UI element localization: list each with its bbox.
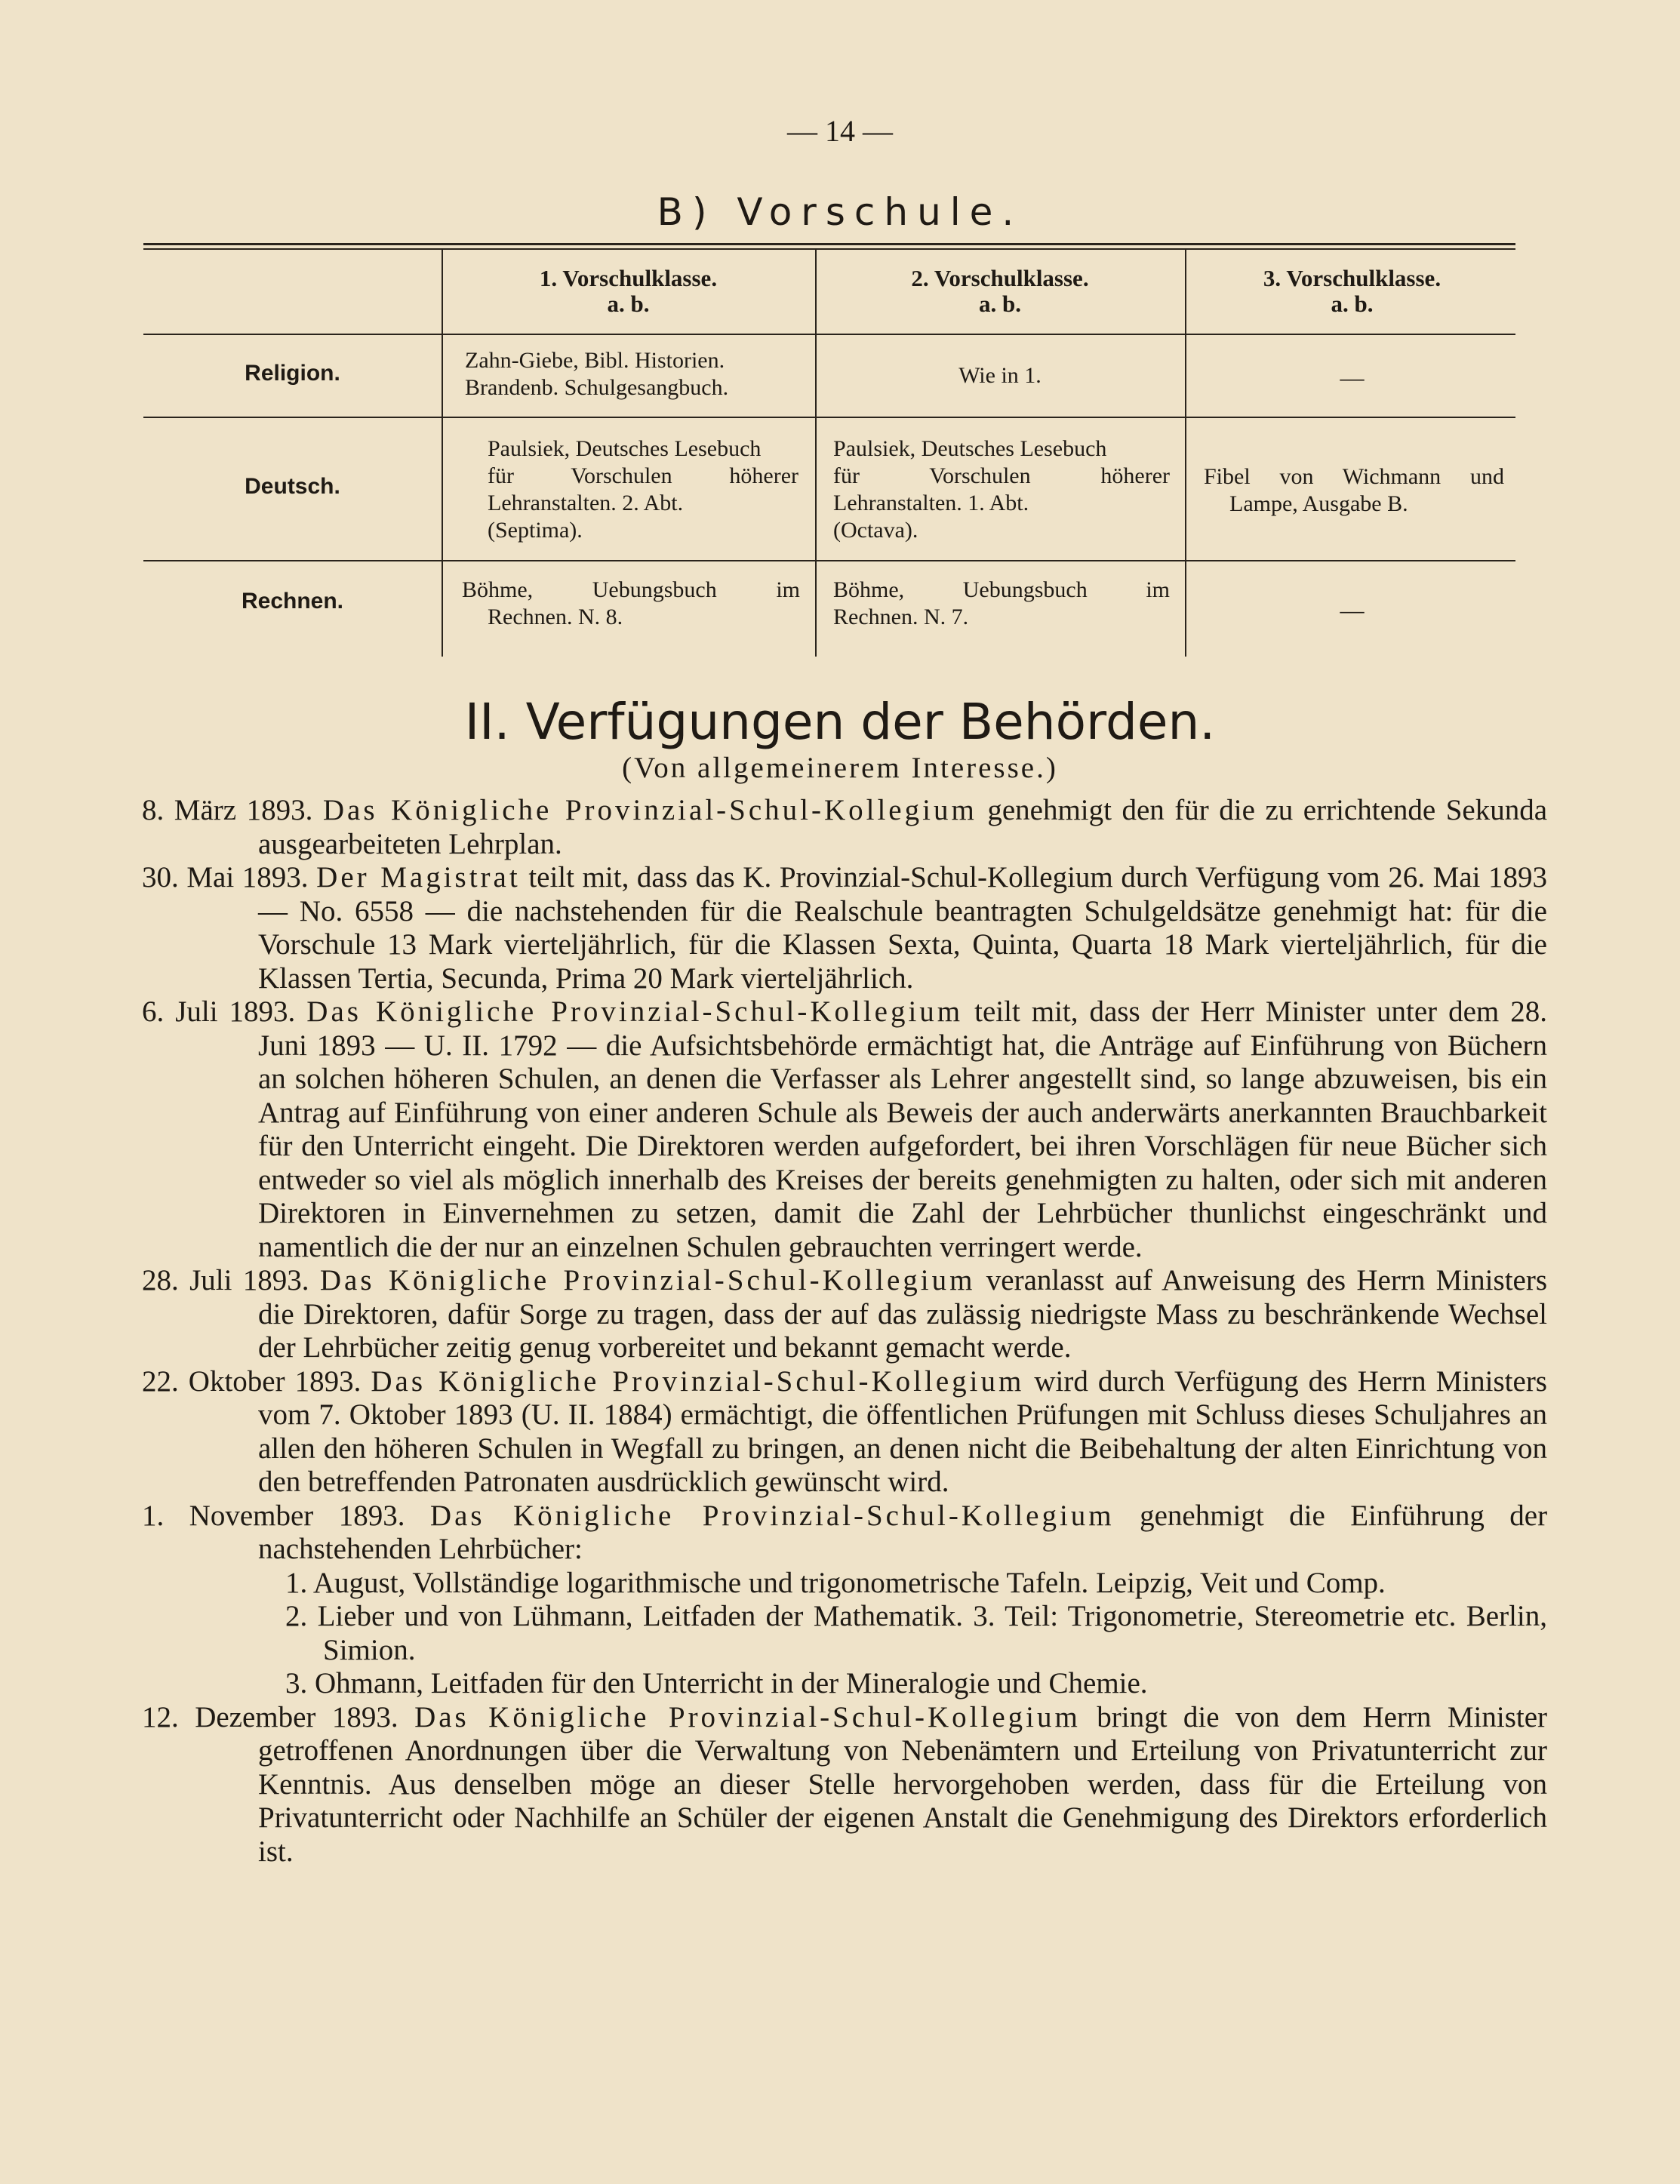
- cell-rechnen-3: —: [1340, 596, 1365, 623]
- cell-line: Paulsiek, Deutsches Lesebuch: [488, 436, 762, 461]
- cell-religion-3: —: [1340, 364, 1365, 391]
- decree-date: 1. November 1893.: [142, 1499, 405, 1532]
- table-column-rule-2: [815, 249, 817, 657]
- main-subtitle: (Von allgemeinerem Interesse.): [622, 752, 1058, 784]
- decree-authority: Das Königliche Provinzial-Schul-Kollegium: [429, 1499, 1115, 1532]
- cell-line: (Octava).: [833, 518, 918, 543]
- cell-line: Lehranstalten. 2. Abt.: [488, 491, 684, 515]
- cell-rechnen-1: [462, 577, 800, 631]
- cell-rechnen-2: [833, 577, 1170, 631]
- column-header-2-ab: a. b.: [979, 291, 1021, 317]
- cell-line: Böhme, Uebungsbuch im: [462, 577, 800, 602]
- decree-entry: [142, 1500, 1547, 1567]
- row-subject-religion: Religion.: [245, 361, 340, 386]
- table-column-rule-1: [442, 249, 443, 657]
- decree-date: 12. Dezember 1893.: [142, 1700, 398, 1733]
- section-title: B) Vorschule.: [657, 190, 1023, 234]
- decree-text: veranlasst auf Anweisung des Herrn Ministers die Direktoren, dafür Sorge zu tragen, dass der auf das zulässig niedrigste Mass zu beschränkende Wechsel der Lehrbücher zeitig genug vorbereitet und bekannt gemacht werde.: [258, 1264, 1547, 1364]
- decree-entry: [142, 995, 1547, 1264]
- cell-line: Rechnen. N. 8.: [488, 604, 623, 629]
- decree-text: genehmigt den für die zu errichtende Sekunda ausgearbeiteten Lehrplan.: [258, 794, 1548, 860]
- cell-line: für Vorschulen höherer: [488, 463, 798, 488]
- column-header-1: [445, 266, 811, 317]
- decree-entry: [142, 1264, 1547, 1365]
- cell-deutsch-1: [488, 435, 798, 544]
- column-header-2: [819, 266, 1181, 317]
- decree-authority: Das Königliche Provinzial-Schul-Kollegium: [414, 1700, 1081, 1733]
- cell-line: (Septima).: [488, 518, 583, 543]
- column-header-1-ab: a. b.: [607, 291, 650, 317]
- cell-religion-2: [819, 362, 1181, 389]
- table-column-rule-3: [1185, 249, 1186, 657]
- book-list-item: 2. Lieber und von Lühmann, Leitfaden der Mathematik. 3. Teil: Trigonometrie, Stereometrie etc. Berlin, Simion.: [285, 1600, 1547, 1666]
- decree-authority: Der Magistrat: [316, 861, 521, 894]
- decree-authority: Das Königliche Provinzial-Schul-Kollegium: [319, 1264, 976, 1297]
- column-header-1-title: 1. Vorschulklasse.: [539, 265, 718, 291]
- decree-text: genehmigt die Einführung der nachstehenden Lehrbücher:: [258, 1499, 1548, 1565]
- cell-line: Lampe, Ausgabe B.: [1229, 491, 1408, 516]
- book-list-item: 3. Ohmann, Leitfaden für den Unterricht in der Mineralogie und Chemie.: [285, 1667, 1148, 1700]
- decree-date: 8. März 1893.: [142, 794, 313, 826]
- decree-authority: Das Königliche Provinzial-Schul-Kollegium: [306, 995, 964, 1028]
- table-top-rule: [143, 243, 1515, 245]
- decree-authority: Das Königliche Provinzial-Schul-Kollegium: [322, 794, 977, 826]
- decree-text: teilt mit, dass das K. Provinzial-Schul-Kollegium durch Verfügung vom 26. Mai 1893 — No. 6558 — die nachstehenden für die Realschule beantragten Schulgeldsätze genehmigt hat: für die Vorschule 13 Mark vierteljährlich, für die Klassen Sexta, Quinta, Quarta 18 Mark vierteljährlich, für die Klassen Tertia, Secunda, Prima 20 Mark vierteljährlich.: [258, 861, 1548, 995]
- cell-line: für Vorschulen höherer: [833, 463, 1170, 488]
- decree-text: teilt mit, dass der Herr Minister unter dem 28. Juni 1893 — U. II. 1792 — die Aufsichtsbehörde ermächtigt hat, die Anträge auf Einführung von Büchern an solchen höheren Schulen, an denen die Verfasser als Lehrer angestellt sind, so lange abzuweisen, bis ein Antrag auf Einführung von einer anderen Schule als Beweis der auch anderwärts anerkannten Brauchbarkeit für den Unterricht eingeht. Die Direktoren werden aufgefordert, bei ihren Vorschlägen für neue Bücher sich entweder so viel als möglich innerhalb des Kreises der bereits genehmigten zu halten, oder sich mit anderen Direktoren in Einvernehmen zu setzen, damit die Zahl der Lehrbücher thunlichst eingeschränkt und namentlich die der nur an einzelnen Schulen gebrauchten verringert werde.: [258, 995, 1547, 1263]
- decree-entry: [142, 794, 1547, 861]
- cell-line: Zahn-Giebe, Bibl. Historien.: [465, 348, 725, 373]
- cell-line: Brandenb. Schulgesangbuch.: [465, 375, 729, 400]
- row-subject-deutsch: Deutsch.: [245, 474, 340, 499]
- cell-deutsch-2: [833, 435, 1170, 544]
- decree-date: 6. Juli 1893.: [142, 995, 296, 1028]
- table-row-rule-2: [143, 560, 1515, 561]
- column-header-2-title: 2. Vorschulklasse.: [911, 265, 1089, 291]
- cell-line: Böhme, Uebungsbuch im: [833, 577, 1170, 602]
- main-title: II. Verfügungen der Behörden.: [464, 693, 1216, 751]
- column-header-3-title: 3. Vorschulklasse.: [1263, 265, 1442, 291]
- table-header-rule: [143, 334, 1515, 335]
- book-list-item: 1. August, Vollständige logarithmische und trigonometrische Tafeln. Leipzig, Veit und Comp.: [285, 1566, 1386, 1599]
- decree-list: [142, 794, 1547, 1869]
- cell-religion-1: [465, 347, 797, 401]
- decree-entry: [142, 1701, 1547, 1869]
- decree-text: wird durch Verfügung des Herrn Ministers vom 7. Oktober 1893 (U. II. 1884) ermächtigt, die öffentlichen Prüfungen mit Schluss dieses Schuljahres an allen den höheren Schulen in Wegfall zu bringen, an denen nicht die Beibehaltung der alten Einrichtung von den betreffenden Patronaten ausdrücklich gewünscht wird.: [258, 1364, 1547, 1498]
- decree-date: 22. Oktober 1893.: [142, 1364, 362, 1398]
- cell-line: Rechnen. N. 7.: [833, 604, 969, 629]
- decree-entry: [142, 861, 1547, 995]
- cell-line: Paulsiek, Deutsches Lesebuch: [833, 436, 1107, 461]
- decree-authority: Das Königliche Provinzial-Schul-Kollegium: [371, 1364, 1025, 1398]
- cell-line: Wie in 1.: [958, 363, 1042, 388]
- row-subject-rechnen: Rechnen.: [241, 589, 344, 614]
- column-header-3-ab: a. b.: [1331, 291, 1374, 317]
- decree-text: bringt die von dem Herrn Minister getroffenen Anordnungen über die Verwaltung von Nebenämtern und Erteilung von Privatunterricht zur Kenntnis. Aus denselben möge an dieser Stelle hervorgehoben werden, dass für die Erteilung von Privatunterricht oder Nachhilfe an Schüler der eigenen Anstalt die Genehmigung des Direktors erforderlich ist.: [258, 1700, 1548, 1868]
- cell-line: Fibel von Wichmann und: [1204, 464, 1504, 489]
- page-number: — 14 —: [787, 114, 893, 148]
- cell-line: Lehranstalten. 1. Abt.: [833, 491, 1029, 515]
- decree-date: 30. Mai 1893.: [142, 861, 309, 894]
- table-row-rule-1: [143, 417, 1515, 418]
- table-top-rule-inner: [143, 248, 1515, 250]
- column-header-3: [1189, 266, 1515, 317]
- decree-entry: [142, 1365, 1547, 1500]
- decree-date: 28. Juli 1893.: [142, 1264, 309, 1297]
- cell-deutsch-3: [1204, 463, 1504, 518]
